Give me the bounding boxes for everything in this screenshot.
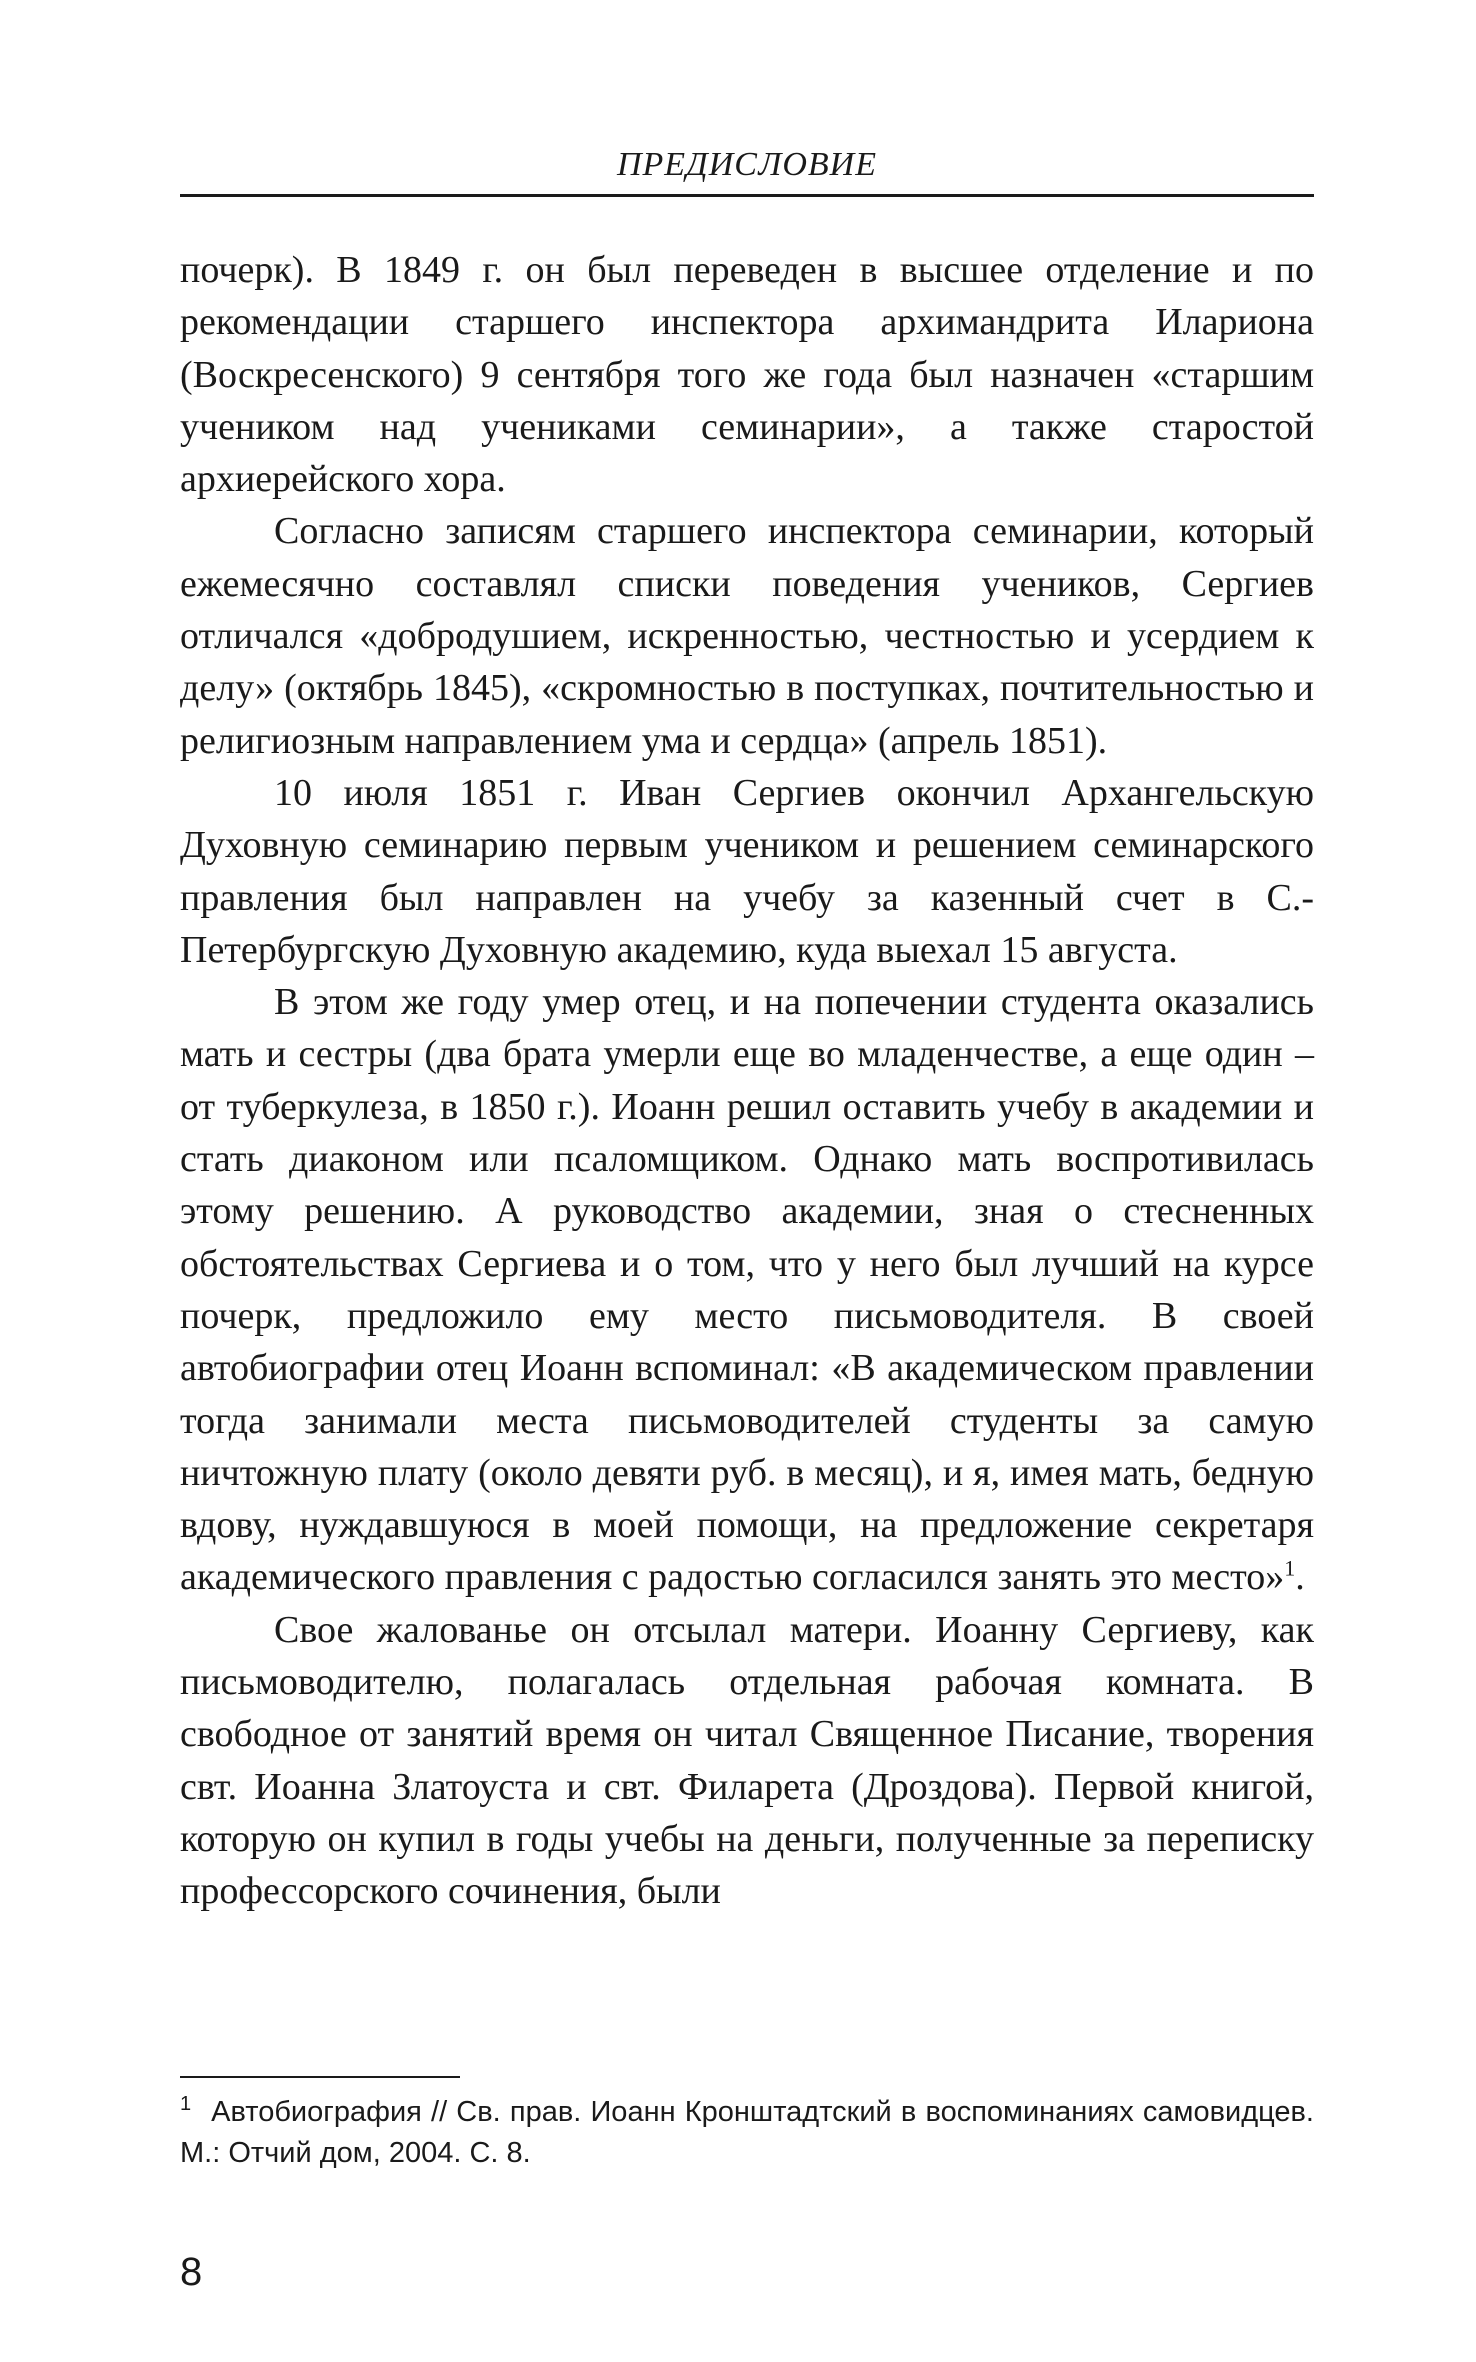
page-number: 8 [180,2250,203,2294]
footnote-mark: 1 [180,2093,192,2116]
paragraph-5: Свое жалованье он отсылал матери. Иоанну Сергиеву, как письмоводителю, полагалась отдельная рабочая комната. В свободное от занятий время он читал Священное Писание, творения свт. Иоанна Златоуста и свт. Филарета (Дроздова). Первой книгой, которую он купил в годы учебы на деньги, полученные за переписку профессорского сочинения, были [180,1608,1314,1913]
paragraph-4-text: В этом же году умер отец, и на попечении студента оказались мать и сестры (два брата умерли еще во младенчестве, а еще один – от туберкулеза, в 1850 г.). Иоанн решил оставить учебу в академии и стать диаконом или псаломщиком. Однако мать воспротивилась этому решению. А руководство академии, зная о стесненных обстоятельствах Сергиева и о том, что у него был лучший на курсе почерк, предложило ему место письмоводителя. В своей автобиографии отец Иоанн вспоминал: «В академическом правлении тогда занимали места письмоводителей студенты за самую ничтожную плату (около девяти руб. в месяц), и я, имея мать, бедную вдову, нуждавшуюся в моей помощи, на предложение секретаря академического правления с радостью согласился занять это место» [180,981,1314,1599]
header-rule [180,194,1314,197]
footnote-rule [180,2076,460,2078]
paragraph-3: 10 июля 1851 г. Иван Сергиев окончил Архангельскую Духовную семинарию первым учеником и решением семинарского правления был направлен на учебу за казенный счет в С.-Петербургскую Духовную академию, куда выехал 15 августа. [180,771,1314,971]
paragraph-4 [180,976,1314,1604]
footnote [180,2092,1314,2174]
footnote-reference[interactable]: 1 [1284,1555,1296,1581]
paragraph-1: почерк). В 1849 г. он был переведен в высшее отделение и по рекомендации старшего инспектора архимандрита Илариона (Воскресенского) 9 сентября того же года был назначен «старшим учеником над учениками семинарии», а также старостой архиерейского хора. [180,249,1314,501]
footnote-text: Автобиография // Св. прав. Иоанн Кронштадтский в воспоминаниях самовидцев. М.: Отчий дом, 2004. С. 8. [180,2096,1314,2169]
body-text [180,244,1314,1918]
running-head: ПРЕДИСЛОВИЕ [616,146,878,183]
paragraph-4-end: . [1295,1556,1305,1599]
paragraph-2: Согласно записям старшего инспектора семинарии, который ежемесячно составлял списки поведения учеников, Сергиев отличался «добродушием, искренностью, честностью и усердием к делу» (октябрь 1845), «скромностью в поступках, почтительностью и религиозным направлением ума и сердца» (апрель 1851). [180,510,1314,762]
